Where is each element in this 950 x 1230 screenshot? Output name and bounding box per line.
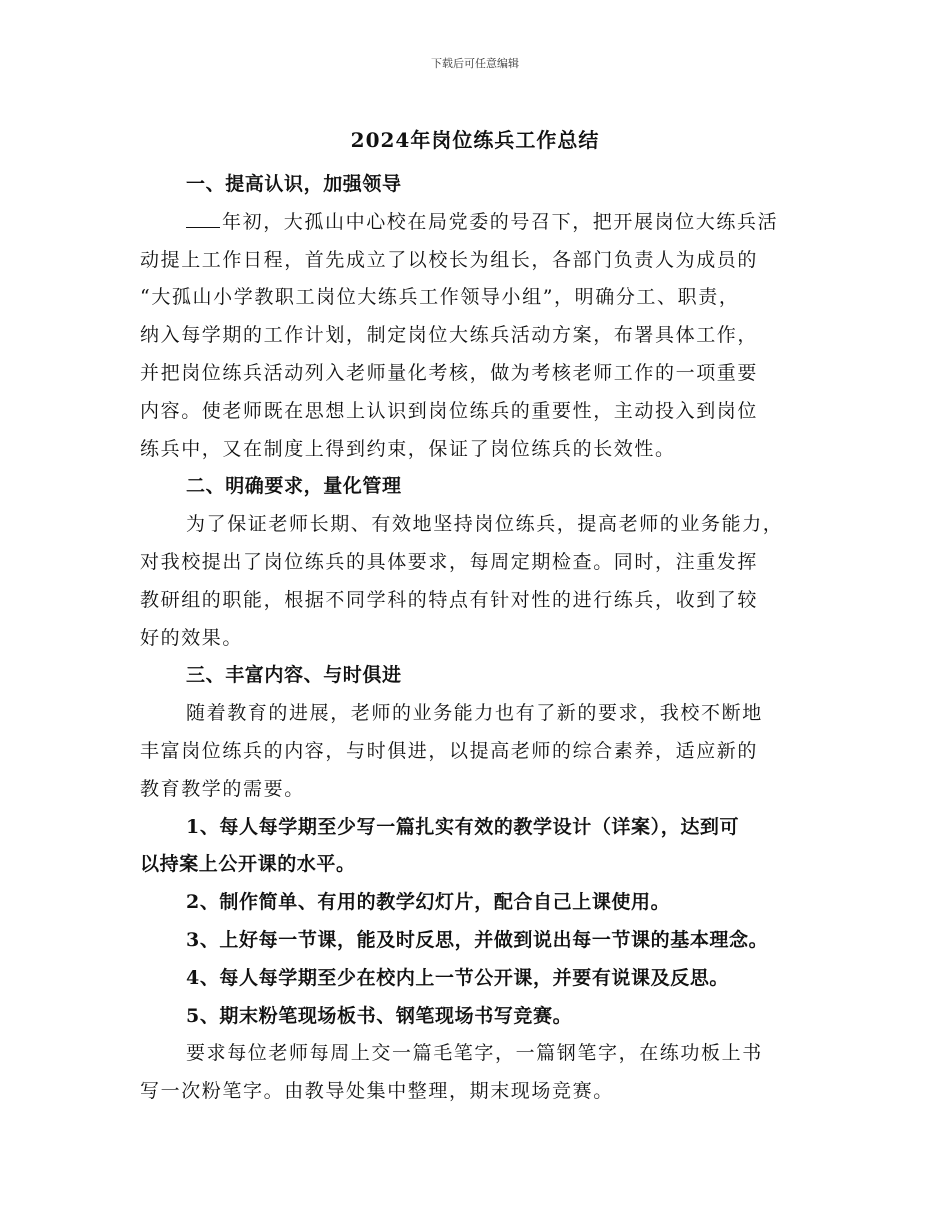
section3-paragraph-line: 随着教育的进展，老师的业务能力也有了新的要求，我校不断地 xyxy=(186,702,763,725)
section1-paragraph-line: 并把岗位练兵活动列入老师量化考核，做为考核老师工作的一项重要 xyxy=(140,361,759,384)
section3-paragraph-line: 丰富岗位练兵的内容，与时俱进，以提高老师的综合素养，适应新的 xyxy=(140,739,759,762)
section2-heading: 二、明确要求，量化管理 xyxy=(186,475,402,498)
list-item-1-continued: 以持案上公开课的水平。 xyxy=(140,853,356,876)
section1-paragraph-line: “大孤山小学教职工岗位大练兵工作领导小组”，明确分工、职责， xyxy=(140,286,740,309)
list-item-1: 1、每人每学期至少写一篇扎实有效的教学设计（详案），达到可 xyxy=(186,815,740,838)
document-title: 2024年岗位练兵工作总结 xyxy=(350,128,600,152)
list-item-3: 3、上好每一节课，能及时反思，并做到说出每一节课的基本理念。 xyxy=(186,928,769,951)
list-item-5: 5、期末粉笔现场板书、钢笔现场书写竞赛。 xyxy=(186,1004,573,1027)
header-note: 下载后可任意编辑 xyxy=(431,57,519,70)
list-item-4: 4、每人每学期至少在校内上一节公开课，并要有说课及反思。 xyxy=(186,966,730,989)
section1-paragraph-line: 练兵中，又在制度上得到约束，保证了岗位练兵的长效性。 xyxy=(140,437,676,460)
section3-closing-line: 要求每位老师每周上交一篇毛笔字，一篇钢笔字，在练功板上书 xyxy=(186,1042,763,1065)
section2-paragraph-line: 对我校提出了岗位练兵的具体要求，每周定期检查。同时，注重发挥 xyxy=(140,550,759,573)
section1-paragraph-line: 动提上工作日程，首先成立了以校长为组长，各部门负责人为成员的 xyxy=(140,248,759,271)
section1-paragraph-line xyxy=(140,204,810,242)
section1-heading: 一、提高认识，加强领导 xyxy=(186,173,402,195)
section3-heading: 三、丰富内容、与时俱进 xyxy=(186,664,402,687)
section2-paragraph-line: 好的效果。 xyxy=(140,626,244,649)
section3-closing-line: 写一次粉笔字。由教导处集中整理，期末现场竞赛。 xyxy=(140,1080,614,1103)
section2-paragraph-line: 为了保证老师长期、有效地坚持岗位练兵，提高老师的业务能力， xyxy=(186,513,784,536)
list-item-2: 2、制作简单、有用的教学幻灯片，配合自己上课使用。 xyxy=(186,891,671,914)
section2-paragraph-line: 教研组的职能，根据不同学科的特点有针对性的进行练兵，收到了较 xyxy=(140,588,759,611)
section3-paragraph-line: 教育教学的需要。 xyxy=(140,777,305,800)
section1-paragraph-text: 年初，大孤山中心校在局党委的号召下，把开展岗位大练兵活 xyxy=(222,210,779,233)
section1-paragraph-line: 内容。使老师既在思想上认识到岗位练兵的重要性，主动投入到岗位 xyxy=(140,399,759,422)
fill-blank xyxy=(186,207,220,228)
document-body xyxy=(140,166,810,1111)
section1-paragraph-line: 纳入每学期的工作计划，制定岗位大练兵活动方案，布署具体工作， xyxy=(140,324,759,347)
